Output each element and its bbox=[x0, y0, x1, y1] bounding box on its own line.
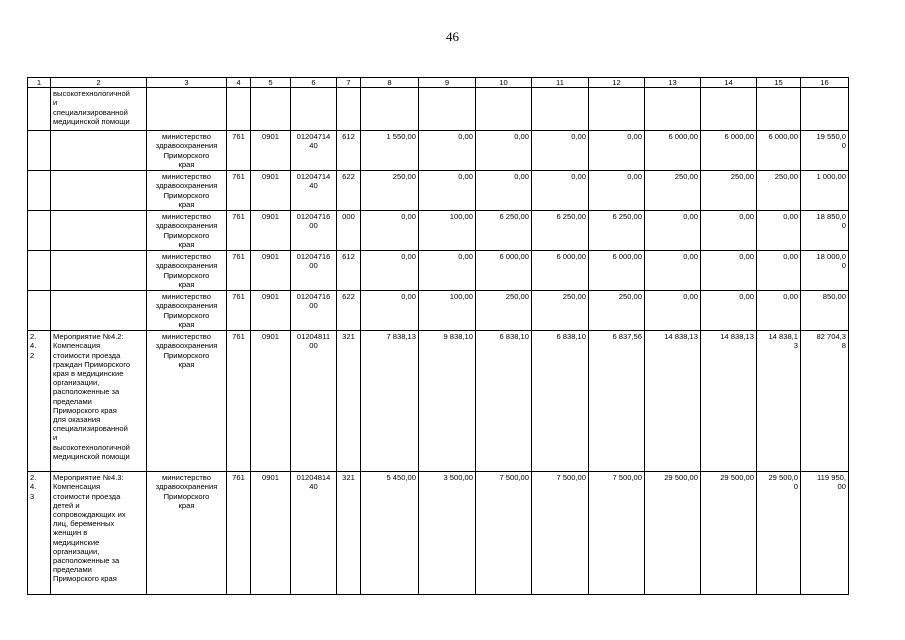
header-cell-col-6: 6 bbox=[291, 78, 337, 88]
value-col-9-cell bbox=[419, 88, 476, 131]
value-col-14-cell: 0,00 bbox=[701, 291, 757, 331]
item-name-cell: Мероприятие №4.2: Компенсация стоимости проезда граждан Приморского края в медицинские организации, расположенные за пределами Приморского края для оказания специализированной и высокотехнологичной медицинской помощи bbox=[51, 331, 147, 472]
value-col-8-cell: 250,00 bbox=[361, 171, 419, 211]
value-col-11-cell: 250,00 bbox=[532, 291, 589, 331]
value-col-13-cell: 14 838,13 bbox=[645, 331, 701, 472]
page-number: 46 bbox=[446, 29, 459, 44]
executor-cell bbox=[147, 88, 227, 131]
item-number-cell: 2. 4. 2 bbox=[28, 331, 51, 472]
section-code-cell: 0901 bbox=[251, 131, 291, 171]
section-code-cell bbox=[251, 88, 291, 131]
grbs-code-cell: 761 bbox=[227, 251, 251, 291]
section-code-cell: 0901 bbox=[251, 291, 291, 331]
value-col-12-cell: 0,00 bbox=[589, 131, 645, 171]
item-name-cell bbox=[51, 171, 147, 211]
value-col-15-cell: 0,00 bbox=[757, 251, 801, 291]
value-col-8-cell: 0,00 bbox=[361, 251, 419, 291]
value-col-15-cell: 0,00 bbox=[757, 291, 801, 331]
value-col-14-cell: 14 838,13 bbox=[701, 331, 757, 472]
header-cell-col-15: 15 bbox=[757, 78, 801, 88]
value-col-13-cell: 6 000,00 bbox=[645, 131, 701, 171]
value-col-14-cell bbox=[701, 88, 757, 131]
value-col-10-cell bbox=[476, 88, 532, 131]
value-col-9-cell: 9 838,10 bbox=[419, 331, 476, 472]
value-col-14-cell: 250,00 bbox=[701, 171, 757, 211]
grbs-code-cell: 761 bbox=[227, 171, 251, 211]
value-col-8-cell bbox=[361, 88, 419, 131]
target-article-code-cell: 01204716 00 bbox=[291, 291, 337, 331]
value-col-12-cell bbox=[589, 88, 645, 131]
value-col-10-cell: 6 838,10 bbox=[476, 331, 532, 472]
grbs-code-cell: 761 bbox=[227, 211, 251, 251]
executor-cell: министерство здравоохранения Приморского края bbox=[147, 251, 227, 291]
table-row bbox=[28, 211, 849, 251]
header-cell-col-10: 10 bbox=[476, 78, 532, 88]
target-article-code-cell: 01204714 40 bbox=[291, 171, 337, 211]
grbs-code-cell: 761 bbox=[227, 472, 251, 595]
value-col-9-cell: 3 500,00 bbox=[419, 472, 476, 595]
section-code-cell: 0901 bbox=[251, 211, 291, 251]
header-cell-col-11: 11 bbox=[532, 78, 589, 88]
value-col-11-cell: 0,00 bbox=[532, 171, 589, 211]
value-col-11-cell: 0,00 bbox=[532, 131, 589, 171]
expense-type-code-cell: 321 bbox=[337, 472, 361, 595]
item-name-cell: Мероприятие №4.3: Компенсация стоимости проезда детей и сопровождающих их лиц, беременных женщин в медицинские организации, расположенные за пределами Приморского края bbox=[51, 472, 147, 595]
value-total-cell: 119 950, 00 bbox=[801, 472, 849, 595]
target-article-code-cell: 01204714 40 bbox=[291, 131, 337, 171]
item-name-cell bbox=[51, 291, 147, 331]
section-code-cell: 0901 bbox=[251, 331, 291, 472]
value-col-12-cell: 250,00 bbox=[589, 291, 645, 331]
value-col-10-cell: 6 000,00 bbox=[476, 251, 532, 291]
table-row bbox=[28, 331, 849, 472]
executor-cell: министерство здравоохранения Приморского края bbox=[147, 171, 227, 211]
value-col-12-cell: 6 837,56 bbox=[589, 331, 645, 472]
value-total-cell: 19 550,0 0 bbox=[801, 131, 849, 171]
item-name-cell bbox=[51, 131, 147, 171]
table-row bbox=[28, 251, 849, 291]
table-row bbox=[28, 291, 849, 331]
item-number-cell bbox=[28, 171, 51, 211]
executor-cell: министерство здравоохранения Приморского края bbox=[147, 291, 227, 331]
header-cell-col-7: 7 bbox=[337, 78, 361, 88]
value-col-15-cell: 0,00 bbox=[757, 211, 801, 251]
value-col-11-cell: 6 000,00 bbox=[532, 251, 589, 291]
executor-cell: министерство здравоохранения Приморского края bbox=[147, 131, 227, 171]
header-cell-col-8: 8 bbox=[361, 78, 419, 88]
header-row bbox=[28, 78, 849, 88]
value-col-12-cell: 6 000,00 bbox=[589, 251, 645, 291]
item-number-cell bbox=[28, 251, 51, 291]
value-col-15-cell: 29 500,0 0 bbox=[757, 472, 801, 595]
value-col-15-cell: 6 000,00 bbox=[757, 131, 801, 171]
value-col-14-cell: 0,00 bbox=[701, 251, 757, 291]
expense-type-code-cell: 000 bbox=[337, 211, 361, 251]
value-col-12-cell: 6 250,00 bbox=[589, 211, 645, 251]
value-col-13-cell: 0,00 bbox=[645, 291, 701, 331]
value-col-13-cell bbox=[645, 88, 701, 131]
value-col-14-cell: 29 500,00 bbox=[701, 472, 757, 595]
value-col-10-cell: 0,00 bbox=[476, 131, 532, 171]
value-col-10-cell: 0,00 bbox=[476, 171, 532, 211]
value-total-cell: 82 704,3 8 bbox=[801, 331, 849, 472]
expense-type-code-cell: 612 bbox=[337, 251, 361, 291]
target-article-code-cell: 01204811 00 bbox=[291, 331, 337, 472]
table-row bbox=[28, 171, 849, 211]
table-row bbox=[28, 88, 849, 131]
value-col-15-cell: 14 838,1 3 bbox=[757, 331, 801, 472]
value-total-cell: 18 850,0 0 bbox=[801, 211, 849, 251]
value-col-8-cell: 0,00 bbox=[361, 211, 419, 251]
item-number-cell: 2. 4. 3 bbox=[28, 472, 51, 595]
grbs-code-cell: 761 bbox=[227, 331, 251, 472]
value-col-8-cell: 1 550,00 bbox=[361, 131, 419, 171]
header-cell-col-16: 16 bbox=[801, 78, 849, 88]
expense-type-code-cell: 622 bbox=[337, 171, 361, 211]
target-article-code-cell: 01204716 00 bbox=[291, 211, 337, 251]
executor-cell: министерство здравоохранения Приморского края bbox=[147, 472, 227, 595]
value-col-13-cell: 29 500,00 bbox=[645, 472, 701, 595]
expense-type-code-cell: 612 bbox=[337, 131, 361, 171]
section-code-cell: 0901 bbox=[251, 251, 291, 291]
value-col-9-cell: 0,00 bbox=[419, 131, 476, 171]
grbs-code-cell bbox=[227, 88, 251, 131]
value-col-10-cell: 6 250,00 bbox=[476, 211, 532, 251]
item-number-cell bbox=[28, 88, 51, 131]
expense-type-code-cell: 321 bbox=[337, 331, 361, 472]
value-col-12-cell: 0,00 bbox=[589, 171, 645, 211]
header-cell-col-2: 2 bbox=[51, 78, 147, 88]
header-cell-col-12: 12 bbox=[589, 78, 645, 88]
value-col-14-cell: 0,00 bbox=[701, 211, 757, 251]
value-col-9-cell: 0,00 bbox=[419, 251, 476, 291]
value-col-11-cell: 7 500,00 bbox=[532, 472, 589, 595]
item-name-cell: высокотехнологичной и специализированной медицинской помощи bbox=[51, 88, 147, 131]
value-total-cell: 1 000,00 bbox=[801, 171, 849, 211]
value-col-11-cell: 6 250,00 bbox=[532, 211, 589, 251]
value-col-15-cell bbox=[757, 88, 801, 131]
item-name-cell bbox=[51, 211, 147, 251]
target-article-code-cell: 01204716 00 bbox=[291, 251, 337, 291]
header-cell-col-14: 14 bbox=[701, 78, 757, 88]
target-article-code-cell bbox=[291, 88, 337, 131]
item-number-cell bbox=[28, 131, 51, 171]
value-col-8-cell: 7 838,13 bbox=[361, 331, 419, 472]
target-article-code-cell: 01204814 40 bbox=[291, 472, 337, 595]
header-cell-col-9: 9 bbox=[419, 78, 476, 88]
section-code-cell: 0901 bbox=[251, 171, 291, 211]
expense-type-code-cell: 622 bbox=[337, 291, 361, 331]
header-cell-col-4: 4 bbox=[227, 78, 251, 88]
value-col-13-cell: 250,00 bbox=[645, 171, 701, 211]
value-total-cell: 850,00 bbox=[801, 291, 849, 331]
item-name-cell bbox=[51, 251, 147, 291]
grbs-code-cell: 761 bbox=[227, 291, 251, 331]
header-cell-col-13: 13 bbox=[645, 78, 701, 88]
header-cell-col-3: 3 bbox=[147, 78, 227, 88]
value-col-10-cell: 250,00 bbox=[476, 291, 532, 331]
executor-cell: министерство здравоохранения Приморского края bbox=[147, 331, 227, 472]
value-col-15-cell: 250,00 bbox=[757, 171, 801, 211]
executor-cell: министерство здравоохранения Приморского края bbox=[147, 211, 227, 251]
value-col-11-cell bbox=[532, 88, 589, 131]
value-col-9-cell: 0,00 bbox=[419, 171, 476, 211]
header-cell-col-5: 5 bbox=[251, 78, 291, 88]
table-row bbox=[28, 472, 849, 595]
value-col-14-cell: 6 000,00 bbox=[701, 131, 757, 171]
value-col-13-cell: 0,00 bbox=[645, 251, 701, 291]
budget-table bbox=[27, 77, 849, 595]
value-col-12-cell: 7 500,00 bbox=[589, 472, 645, 595]
item-number-cell bbox=[28, 211, 51, 251]
section-code-cell: 0901 bbox=[251, 472, 291, 595]
value-col-8-cell: 0,00 bbox=[361, 291, 419, 331]
item-number-cell bbox=[28, 291, 51, 331]
value-col-8-cell: 5 450,00 bbox=[361, 472, 419, 595]
grbs-code-cell: 761 bbox=[227, 131, 251, 171]
table-row bbox=[28, 131, 849, 171]
value-col-9-cell: 100,00 bbox=[419, 211, 476, 251]
value-col-10-cell: 7 500,00 bbox=[476, 472, 532, 595]
value-col-11-cell: 6 838,10 bbox=[532, 331, 589, 472]
value-col-9-cell: 100,00 bbox=[419, 291, 476, 331]
expense-type-code-cell bbox=[337, 88, 361, 131]
value-total-cell bbox=[801, 88, 849, 131]
value-total-cell: 18 000,0 0 bbox=[801, 251, 849, 291]
value-col-13-cell: 0,00 bbox=[645, 211, 701, 251]
header-cell-col-1: 1 bbox=[28, 78, 51, 88]
